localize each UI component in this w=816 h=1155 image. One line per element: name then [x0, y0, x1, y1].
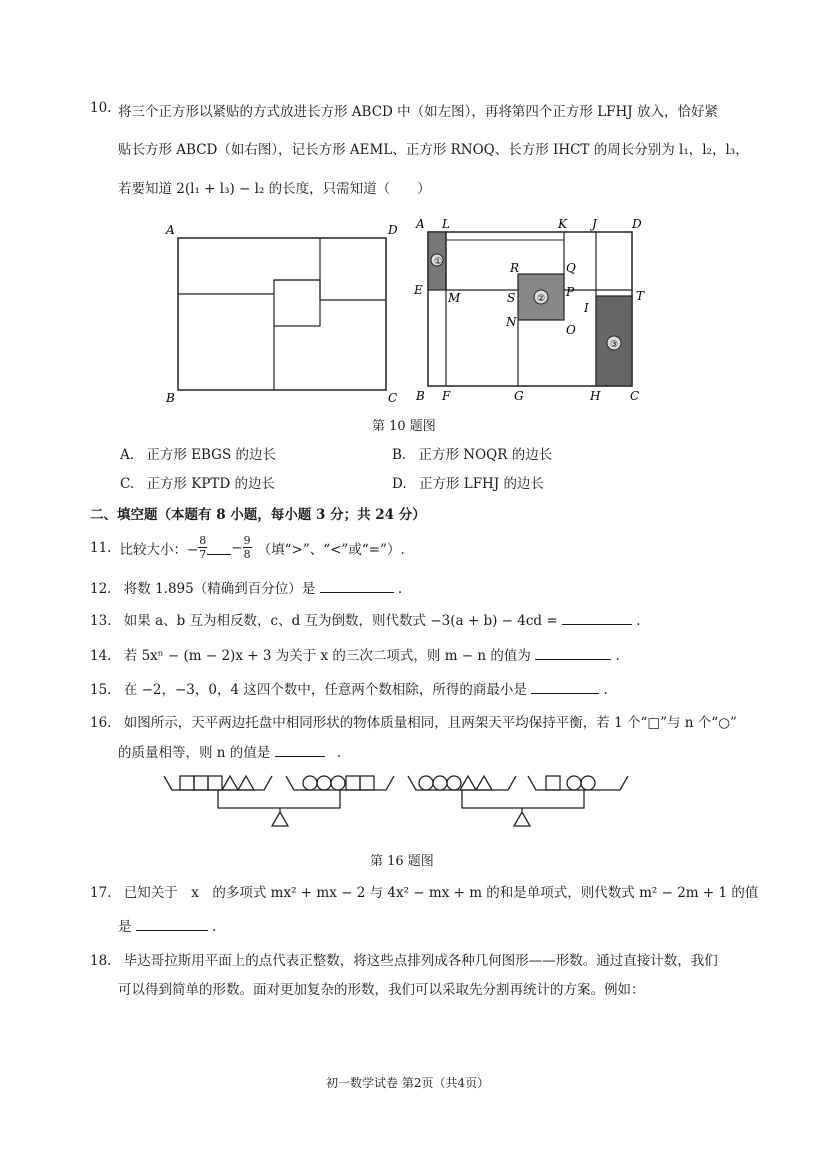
q17-answer-blank[interactable] [136, 916, 208, 931]
q10-number: 10. [90, 100, 112, 116]
q12-number: 12. [90, 581, 112, 597]
q13-end: . [636, 613, 641, 629]
q16-figure-caption: 第 16 题图 [370, 854, 434, 869]
right-label-N: N [506, 315, 517, 329]
q14-number: 14. [90, 648, 112, 664]
option-text: 正方形 EBGS 的边长 [146, 447, 276, 463]
right-label-J: J [592, 217, 597, 231]
q18-number: 18. [90, 953, 112, 969]
q11-fraction-2: $\frac{9}{8}$ [243, 534, 251, 561]
q16-line1 [90, 711, 737, 731]
q18-text2: 可以得到简单的形数。面对更加复杂的形数，我们可以采取先分割再统计的方案。例如： [118, 982, 645, 998]
q10-line3: 若要知道 2(l₁ + l₃) − l₂ 的长度，只需知道（ ） [118, 181, 431, 197]
right-label-R: R [510, 261, 520, 275]
option-text: 正方形 KPTD 的边长 [146, 476, 276, 492]
q10-right-figure [410, 212, 660, 408]
right-label-S: S [507, 291, 516, 305]
q15-text: 在 −2，−3，0，4 这四个数中，任意两个数相除，所得的商最小是 [123, 682, 527, 698]
q17-text1: 已知关于 x 的多项式 mx² + mx − 2 与 4x² − mx + m 的和是单项式，则代数式 m² − 2m + 1 的值 [123, 885, 759, 901]
q11 [90, 534, 405, 561]
q10-option-d[interactable] [392, 472, 544, 492]
right-label-Q: Q [566, 261, 576, 275]
q10-line2: 贴长方形 ABCD（如右图），记长方形 AEML、正方形 RNOQ、长方形 IHCT 的周长分别为 l₁，l₂，l₃， [118, 142, 749, 158]
page-footer: 初一数学试卷 第2页（共4页） [326, 1076, 490, 1090]
q11-mid: − [231, 539, 243, 556]
q15 [90, 678, 608, 698]
right-label-L: L [442, 217, 450, 231]
q12-text: 将数 1.895（精确到百分位）是 [123, 581, 316, 597]
right-label-P: P [566, 285, 575, 299]
q15-number: 15. [90, 682, 112, 698]
circle-label-3: ③ [610, 340, 619, 350]
balance-1 [164, 776, 394, 826]
left-label-A: A [166, 223, 175, 237]
q16-balance-figure [160, 764, 630, 834]
right-label-A: A [416, 217, 425, 231]
q16-end: . [336, 745, 342, 761]
q14-text: 若 5xⁿ − (m − 2)x + 3 为关于 x 的三次二项式，则 m − n 的值为 [123, 648, 531, 664]
right-label-E: E [414, 283, 423, 297]
q11-post: （填“>”、“<”或“=”）. [257, 541, 405, 558]
q10-left-figure [160, 218, 400, 408]
q14 [90, 644, 620, 664]
right-label-B: B [416, 389, 425, 403]
q13-number: 13. [90, 613, 112, 629]
option-letter: D. [392, 476, 407, 492]
q15-end: . [603, 682, 608, 698]
option-letter: B. [392, 447, 407, 463]
right-label-D: D [632, 217, 642, 231]
right-label-M: M [448, 291, 461, 305]
q16-line2 [118, 741, 341, 761]
q13 [90, 609, 641, 629]
q13-answer-blank[interactable] [562, 610, 632, 625]
q10-line1: 将三个正方形以紧贴的方式放进长方形 ABCD 中（如左图），再将第四个正方形 LFHJ 放入，恰好紧 [118, 104, 719, 120]
q12-end: . [397, 581, 403, 597]
q18-text1: 毕达哥拉斯用平面上的点代表正整数，将这些点排列成各种几何图形——形数。通过直接计数，我们 [123, 953, 718, 969]
right-label-T: T [636, 289, 645, 303]
option-text: 正方形 NOQR 的边长 [418, 447, 553, 463]
q16-number: 16. [90, 715, 112, 731]
q18-line1 [90, 949, 718, 969]
q15-answer-blank[interactable] [531, 679, 599, 694]
q12-answer-blank[interactable] [320, 578, 394, 593]
q12 [90, 577, 402, 597]
right-label-K: K [558, 217, 567, 231]
option-letter: A. [120, 447, 135, 463]
q17-number: 17. [90, 885, 112, 901]
q17-line1 [90, 881, 758, 901]
q10-option-b[interactable] [392, 443, 552, 463]
q16-text1: 如图所示，天平两边托盘中相同形状的物体质量相同，且两架天平均保持平衡，若 1 个“□”与 n 个“○” [123, 715, 737, 731]
option-letter: C. [120, 476, 135, 492]
q10-option-c[interactable] [120, 472, 275, 492]
balance-2 [408, 776, 628, 826]
option-text: 正方形 LFHJ 的边长 [418, 476, 545, 492]
q10-option-a[interactable] [120, 443, 276, 463]
right-label-G: G [514, 389, 524, 403]
q11-answer-blank[interactable] [207, 540, 231, 555]
right-label-C: C [630, 389, 640, 403]
q16-text2: 的质量相等，则 n 的值是 [118, 745, 271, 761]
q14-answer-blank[interactable] [535, 645, 611, 660]
right-label-I: I [584, 301, 589, 315]
left-label-D: D [388, 223, 398, 237]
circle-label-1: ① [434, 257, 443, 267]
q17-line2 [118, 915, 216, 935]
right-label-O: O [566, 323, 576, 337]
q11-pre: 比较大小：− [119, 541, 199, 558]
section-heading: 二、填空题（本题有 8 小题，每小题 3 分；共 24 分） [90, 507, 426, 523]
q14-end: . [615, 648, 620, 664]
q13-text: 如果 a、b 互为相反数，c、d 互为倒数，则代数式 −3(a + b) − 4cd = [123, 613, 558, 629]
q17-text2: 是 [118, 919, 132, 935]
q17-end: . [212, 919, 217, 935]
q11-number: 11. [90, 539, 112, 556]
left-label-B: B [166, 391, 175, 405]
right-label-H: H [590, 389, 601, 403]
right-label-F: F [442, 389, 451, 403]
q16-answer-blank[interactable] [275, 742, 325, 757]
circle-label-2: ② [537, 294, 546, 304]
q10-figure-caption: 第 10 题图 [372, 419, 436, 434]
left-label-C: C [388, 391, 398, 405]
q11-fraction-1: $\frac{8}{7}$ [199, 534, 207, 561]
